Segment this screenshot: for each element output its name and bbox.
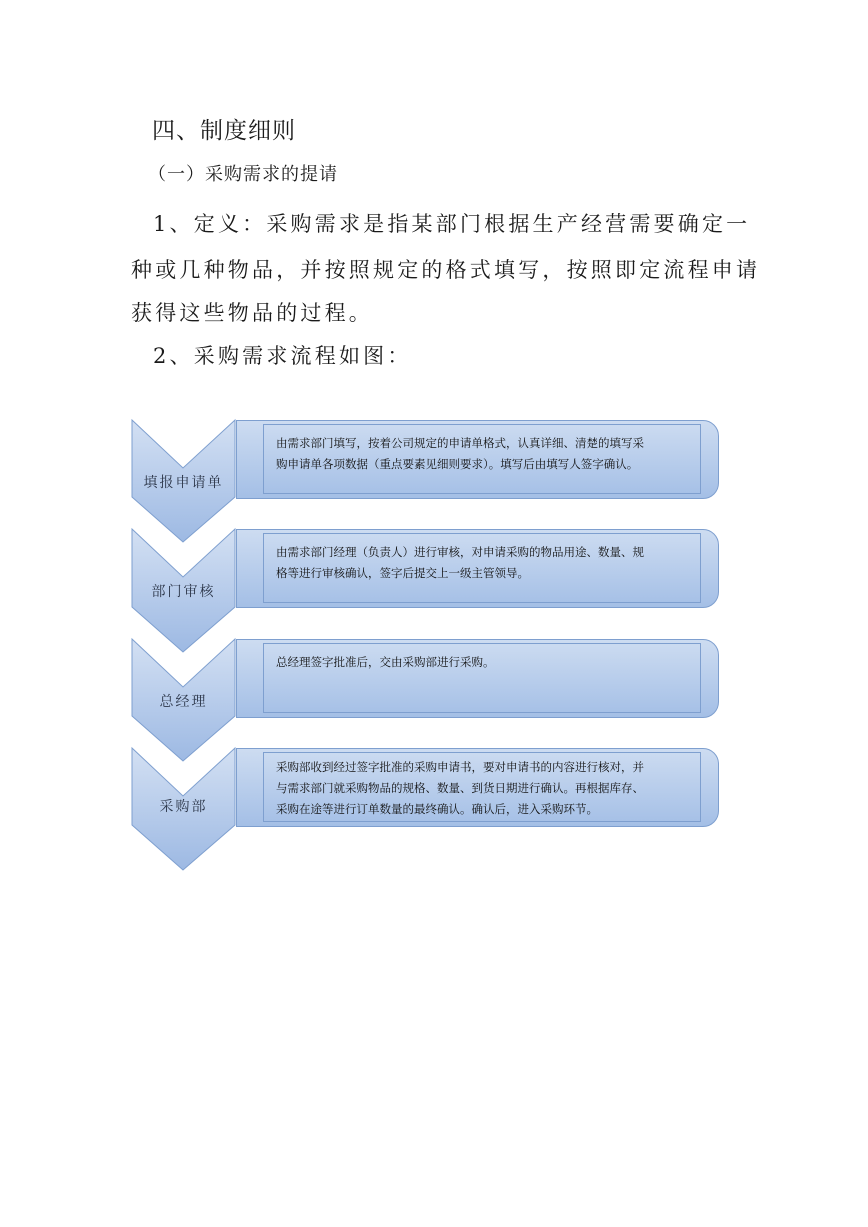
step-1-line-1: 由需求部门填写，按着公司规定的申请单格式，认真详细、清楚的填写采 <box>276 436 644 450</box>
step-4-line-2: 与需求部门就采购物品的规格、数量、到货日期进行确认。再根据库存、 <box>276 781 644 795</box>
step-2-line-1: 由需求部门经理（负责人）进行审核，对申请采购的物品用途、数量、规 <box>276 545 644 559</box>
step-4-line-3: 采购在途等进行订单数量的最终确认。确认后，进入采购环节。 <box>276 802 598 816</box>
definition-line-3: 获得这些物品的过程。 <box>131 301 373 325</box>
step-description-4 <box>263 752 701 822</box>
step-description-2 <box>263 533 701 603</box>
step-3-line-1: 总经理签字批准后，交由采购部进行采购。 <box>276 655 495 669</box>
step-label-4: 采购部 <box>159 799 208 815</box>
step-description-3 <box>263 643 701 713</box>
step-description-1 <box>263 424 701 494</box>
subsection-title: （一）采购需求的提请 <box>148 164 338 185</box>
step-4-line-1: 采购部收到经过签字批准的采购申请书，要对申请书的内容进行核对，并 <box>276 760 644 774</box>
step-label-3: 总经理 <box>159 694 208 710</box>
definition-line-2: 种或几种物品，并按照规定的格式填写，按照即定流程申请 <box>131 258 761 282</box>
step-2-line-2: 格等进行审核确认，签字后提交上一级主管领导。 <box>276 566 529 580</box>
process-intro: 2、采购需求流程如图： <box>153 344 412 368</box>
step-1-line-2: 购申请单各项数据（重点要素见细则要求）。填写后由填写人签字确认。 <box>276 457 639 471</box>
step-label-2: 部门审核 <box>151 584 216 600</box>
section-title: 四、制度细则 <box>152 118 296 144</box>
definition-line-1: 1、定义：采购需求是指某部门根据生产经营需要确定一 <box>153 212 751 236</box>
step-label-1: 填报申请单 <box>143 475 224 491</box>
